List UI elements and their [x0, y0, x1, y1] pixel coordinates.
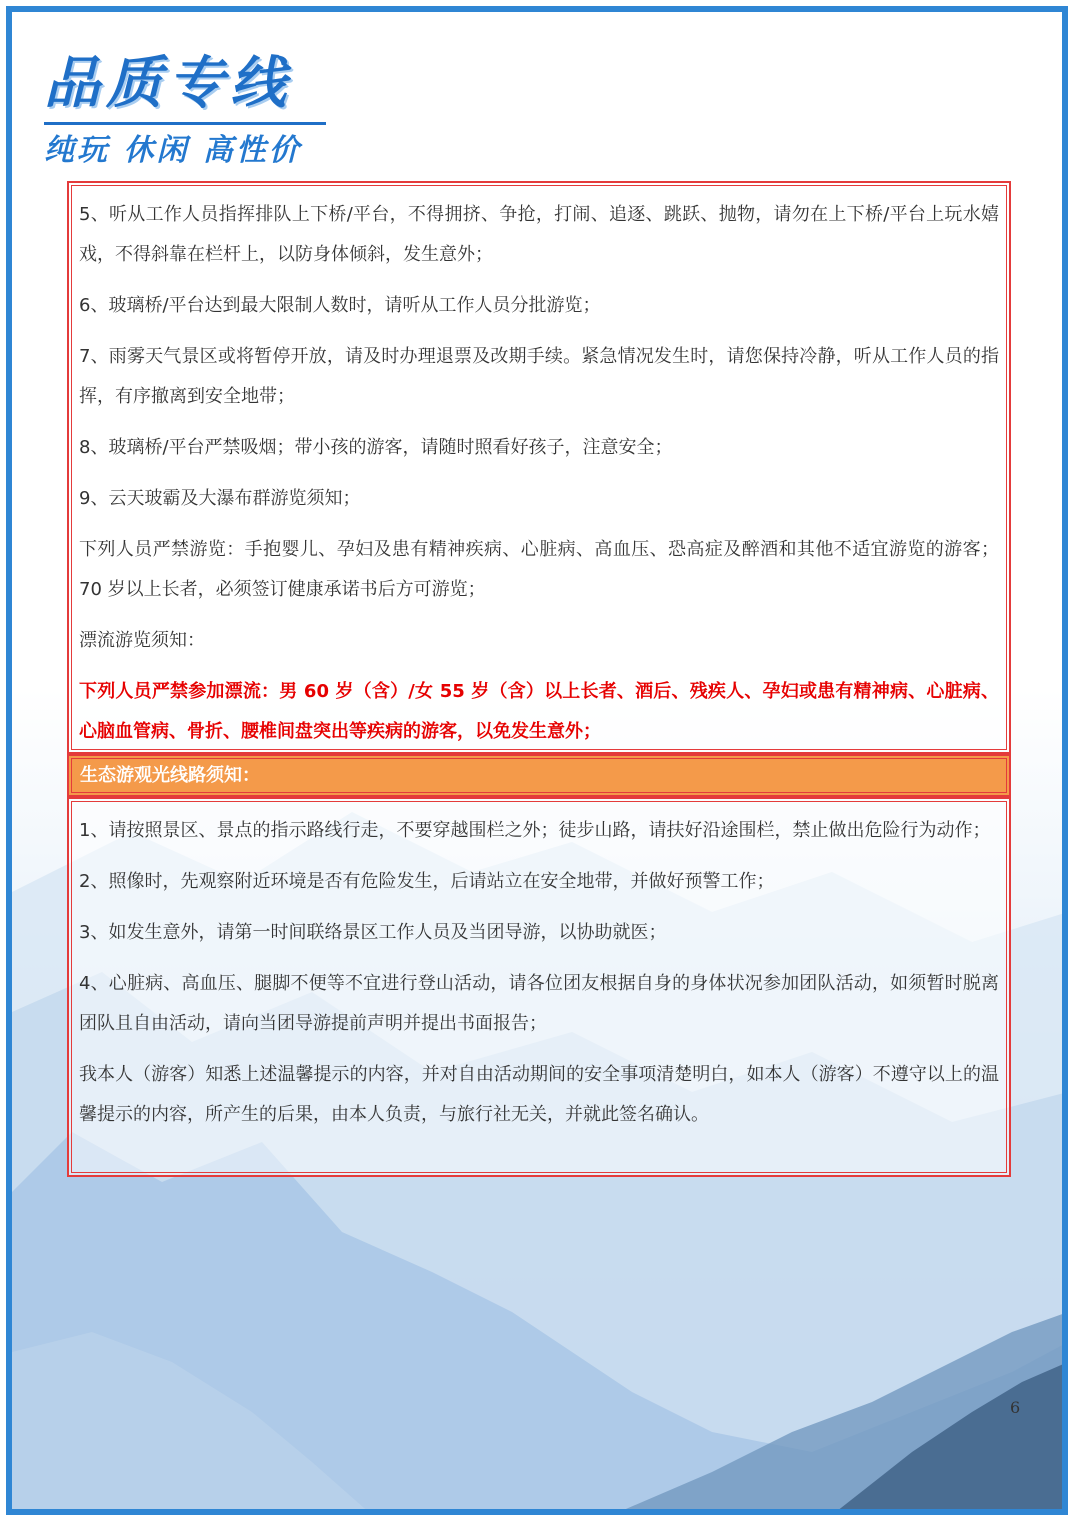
rafting-warning: 下列人员严禁参加漂流：男 60 岁（含）/女 55 岁（含）以上长者、酒后、残疾人、孕妇或患有精神病、心脏病、心脑血管病、骨折、腰椎间盘突出等疾病的游客，以免发生意外；	[79, 681, 999, 742]
eco-section-header	[67, 754, 1011, 797]
eco-item: 2、照像时，先观察附近环境是否有危险发生，后请站立在安全地带，并做好预警工作；	[79, 871, 775, 892]
brand-slogan: 纯玩 休闲 高性价	[44, 133, 302, 168]
consent-statement: 我本人（游客）知悉上述温馨提示的内容，并对自由活动期间的安全事项清楚明白，如本人（游客）不遵守以上的温馨提示的内容，所产生的后果，由本人负责，与旅行社无关，并就此签名确认。	[79, 1064, 999, 1125]
glass-bridge-notice-box	[67, 181, 1011, 754]
eco-item: 1、请按照景区、景点的指示路线行走，不要穿越围栏之外；徒步山路，请扶好沿途围栏，禁止做出危险行为动作；	[79, 820, 991, 841]
eco-item: 3、如发生意外，请第一时间联络景区工作人员及当团导游，以协助就医；	[79, 922, 667, 943]
notice-item: 7、雨雾天气景区或将暂停开放，请及时办理退票及改期手续。紧急情况发生时，请您保持冷静，听从工作人员的指挥，有序撤离到安全地带；	[79, 346, 999, 407]
notice-item: 9、云天玻霸及大瀑布群游览须知；	[79, 488, 361, 509]
notice-item: 6、玻璃桥/平台达到最大限制人数时，请听从工作人员分批游览；	[79, 295, 601, 316]
brand-header	[44, 48, 334, 171]
brand-divider	[44, 122, 326, 125]
eco-route-notice-box	[67, 797, 1011, 1177]
eco-item: 4、心脏病、高血压、腿脚不便等不宜进行登山活动，请各位团友根据自身的身体状况参加团队活动，如须暂时脱离团队且自由活动，请向当团导游提前声明并提出书面报告；	[79, 973, 999, 1034]
page-number: 6	[1010, 1398, 1021, 1417]
notice-item: 下列人员严禁游览：手抱婴儿、孕妇及患有精神疾病、心脏病、高血压、恐高症及醉酒和其他不适宜游览的游客；70 岁以上长者，必须签订健康承诺书后方可游览；	[79, 539, 999, 600]
eco-section-title: 生态游观光线路须知：	[80, 765, 260, 786]
notice-item: 漂流游览须知：	[79, 630, 205, 651]
notice-item: 5、听从工作人员指挥排队上下桥/平台，不得拥挤、争抢，打闹、追逐、跳跃、抛物，请勿在上下桥/平台上玩水嬉戏，不得斜靠在栏杆上，以防身体倾斜，发生意外；	[79, 204, 999, 265]
brand-title: 品质专线	[44, 51, 292, 116]
notice-item: 8、玻璃桥/平台严禁吸烟；带小孩的游客，请随时照看好孩子，注意安全；	[79, 437, 673, 458]
